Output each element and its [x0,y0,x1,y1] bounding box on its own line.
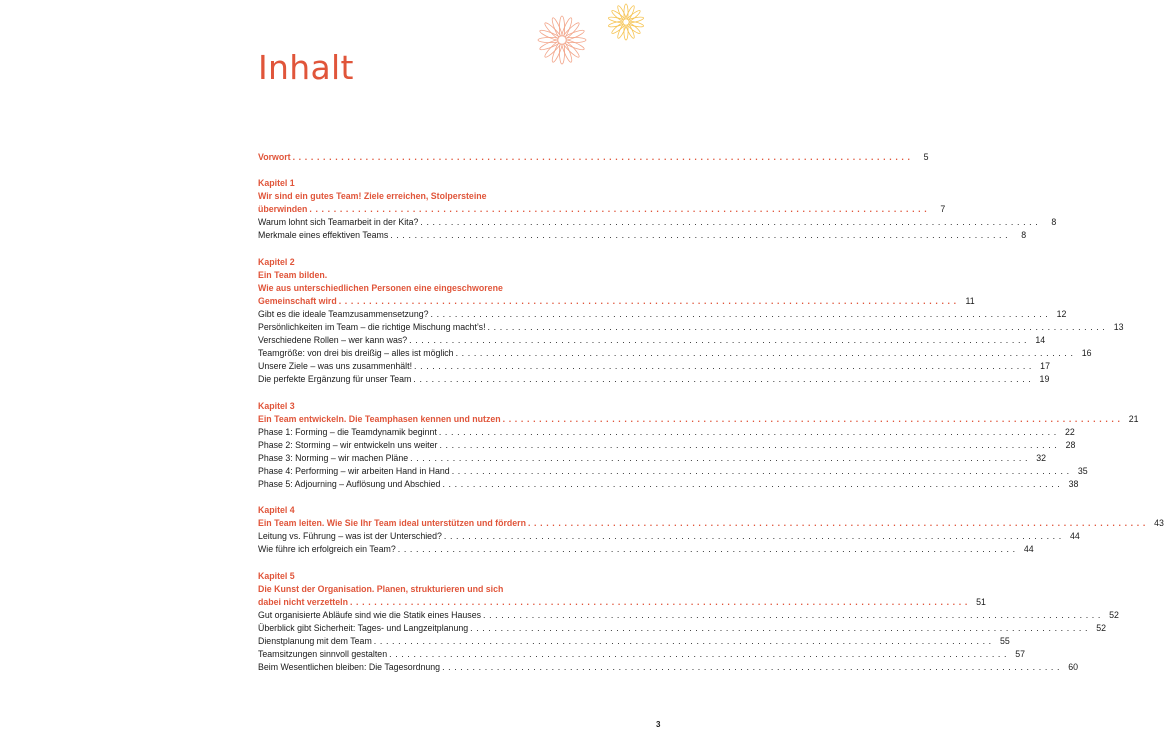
toc-entry[interactable] [258,229,1027,242]
toc-entry[interactable] [258,530,1080,543]
toc-entry[interactable] [258,648,1026,661]
leader-dots [444,530,1062,543]
toc-entry[interactable] [258,308,1067,321]
toc-entry-title: Gemeinschaft wird [258,295,337,306]
toc-chapter-title[interactable] [258,295,975,308]
toc-entry[interactable] [258,216,1057,229]
toc-entry[interactable] [258,609,1119,622]
page-title: Inhalt [258,48,354,87]
toc-entry-title: Beim Wesentlichen bleiben: Die Tagesordnung [258,662,441,673]
toc-entry-page: 5 [923,152,929,162]
toc-entry-page: 21 [1128,413,1139,424]
toc-chapter [258,256,1124,387]
toc-entry-title: Teamgröße: von drei bis dreißig – alles ist möglich [258,348,454,359]
toc-entry-title: Überblick gibt Sicherheit: Tages- und Langzeitplanung [258,622,469,633]
toc-entry-page: 44 [1023,544,1034,555]
toc-entry[interactable] [258,347,1092,360]
toc-chapter [258,400,1139,492]
leader-dots [409,334,1027,347]
chapter-title-line: Die Kunst der Organisation. Planen, strukturieren und sich [258,583,504,594]
toc-entry-title: Phase 4: Performing – wir arbeiten Hand in Hand [258,465,450,476]
toc-chapter-title[interactable] [258,596,986,609]
toc-entry-page: 35 [1077,465,1088,476]
toc-entry-page: 8 [1021,230,1027,241]
leader-dots [456,347,1074,360]
toc-entry-page: 14 [1035,335,1046,346]
toc-entry-page: 16 [1081,348,1092,359]
chapter-label: Kapitel 3 [258,400,295,411]
toc-entry-page: 32 [1036,452,1047,463]
toc-chapter-title[interactable] [258,517,1164,530]
chapter-title-line: Wir sind ein gutes Team! Ziele erreichen, Stolpersteine [258,191,487,202]
toc-entry-page: 57 [1015,649,1026,660]
flower-center [623,19,629,25]
toc-entry-title: Verschiedene Rollen – wer kann was? [258,335,408,346]
toc-entry[interactable] [258,622,1107,635]
leader-dots [431,308,1049,321]
leader-dots [350,596,968,609]
toc-entry[interactable] [258,334,1046,347]
chapter-label: Kapitel 5 [258,570,295,581]
leader-dots [390,229,1008,242]
leader-dots [452,465,1070,478]
toc-entry[interactable] [258,543,1034,556]
chapter-label: Kapitel 2 [258,256,295,267]
toc-entry-title: Wie führe ich erfolgreich ein Team? [258,544,396,555]
leader-dots [420,216,1038,229]
chapter-label: Kapitel 4 [258,505,295,516]
toc-entry-title: Phase 5: Adjourning – Auflösung und Abschied [258,479,441,490]
toc-entry-title: Gibt es die ideale Teamzusammensetzung? [258,308,429,319]
toc-entry[interactable] [258,426,1075,439]
toc-entry-page: 28 [1065,439,1076,450]
toc-entry-title: Ein Team leiten. Wie Sie Ihr Team ideal unterstützen und fördern [258,518,526,529]
toc-chapter [258,504,1164,556]
toc-entry-page: 51 [976,596,986,607]
flower-center [558,36,566,44]
toc-entry-title: Teamsitzungen sinnvoll gestalten [258,649,388,660]
leader-dots [528,517,1146,530]
toc-entry-title: Phase 1: Forming – die Teamdynamik beginnt [258,426,437,437]
leader-dots [488,321,1106,334]
toc-entry-title: dabei nicht verzetteln [258,596,348,607]
flower-decoration [530,0,650,72]
leader-dots [309,203,927,216]
toc-entry[interactable] [258,465,1088,478]
toc-entry-title: Die perfekte Ergänzung für unser Team [258,374,412,385]
toc-chapter [258,177,1057,242]
table-of-contents [258,151,1164,674]
leader-dots [339,295,957,308]
toc-entry-title: Vorwort [258,152,291,162]
toc-entry-title: Merkmale eines effektiven Teams [258,230,389,241]
toc-entry-page: 38 [1068,479,1079,490]
toc-entry-page: 43 [1154,518,1164,529]
toc-chapter [258,570,1119,675]
leader-dots [293,151,911,164]
toc-entry-page: 17 [1040,361,1050,372]
leader-dots [442,661,1060,674]
leader-dots [439,439,1057,452]
toc-entry-title: Dienstplanung mit dem Team [258,636,372,646]
toc-entry-title: Unsere Ziele – was uns zusammenhält! [258,361,413,372]
leader-dots [413,373,1031,386]
toc-chapter-title[interactable] [258,203,946,216]
toc-entry-title: Warum lohnt sich Teamarbeit in der Kita? [258,217,419,228]
leader-dots [439,426,1057,439]
toc-entry-page: 52 [1096,622,1107,633]
leader-dots [374,635,992,648]
leader-dots [483,609,1101,622]
toc-entry[interactable] [258,373,1050,386]
sunflower-icon [608,4,644,40]
toc-entry-page: 22 [1064,426,1075,437]
leader-dots [442,478,1060,491]
daisy-flower-icon [538,16,586,64]
chapter-label: Kapitel 1 [258,178,295,189]
toc-entry[interactable] [258,478,1079,491]
toc-entry-page: 7 [940,204,946,215]
toc-entry[interactable] [258,439,1076,452]
chapter-title-line: Ein Team bilden. [258,269,328,280]
leader-dots [398,543,1016,556]
toc-entry-page: 60 [1068,662,1079,673]
toc-entry[interactable] [258,452,1047,465]
toc-entry-title: Gut organisierte Abläufe sind wie die Statik eines Hauses [258,609,481,620]
toc-entry-page: 13 [1113,322,1124,333]
toc-entry-title: Phase 3: Norming – wir machen Pläne [258,452,409,463]
toc-entry[interactable] [258,661,1079,674]
toc-entry[interactable] [258,321,1124,334]
toc-entry-vorwort[interactable] [258,151,929,164]
toc-entry-title: Persönlichkeiten im Team – die richtige Mischung macht’s! [258,322,486,333]
toc-entry-page: 11 [965,295,975,306]
toc-entry-page: 44 [1070,531,1080,542]
toc-entry-page: 55 [999,636,1010,646]
toc-entry-title: Leitung vs. Führung – was ist der Unterschied? [258,531,442,542]
toc-entry-page: 12 [1056,308,1067,319]
toc-entry-title: Phase 2: Storming – wir entwickeln uns weiter [258,439,438,450]
toc-entry-page: 8 [1051,217,1057,228]
toc-entry-title: überwinden [258,204,308,215]
toc-entry[interactable] [258,635,1010,648]
leader-dots [503,413,1121,426]
toc-entry[interactable] [258,360,1050,373]
page-number: 3 [656,720,661,729]
leader-dots [414,360,1032,373]
leader-dots [389,648,1007,661]
toc-entry-title: Ein Team entwickeln. Die Teamphasen kennen und nutzen [258,413,501,424]
chapter-title-line: Wie aus unterschiedlichen Personen eine eingeschworene [258,282,503,293]
toc-entry-page: 52 [1109,609,1119,620]
toc-entry-page: 19 [1039,374,1050,385]
leader-dots [410,452,1028,465]
leader-dots [470,622,1088,635]
toc-chapter-title[interactable] [258,413,1139,426]
